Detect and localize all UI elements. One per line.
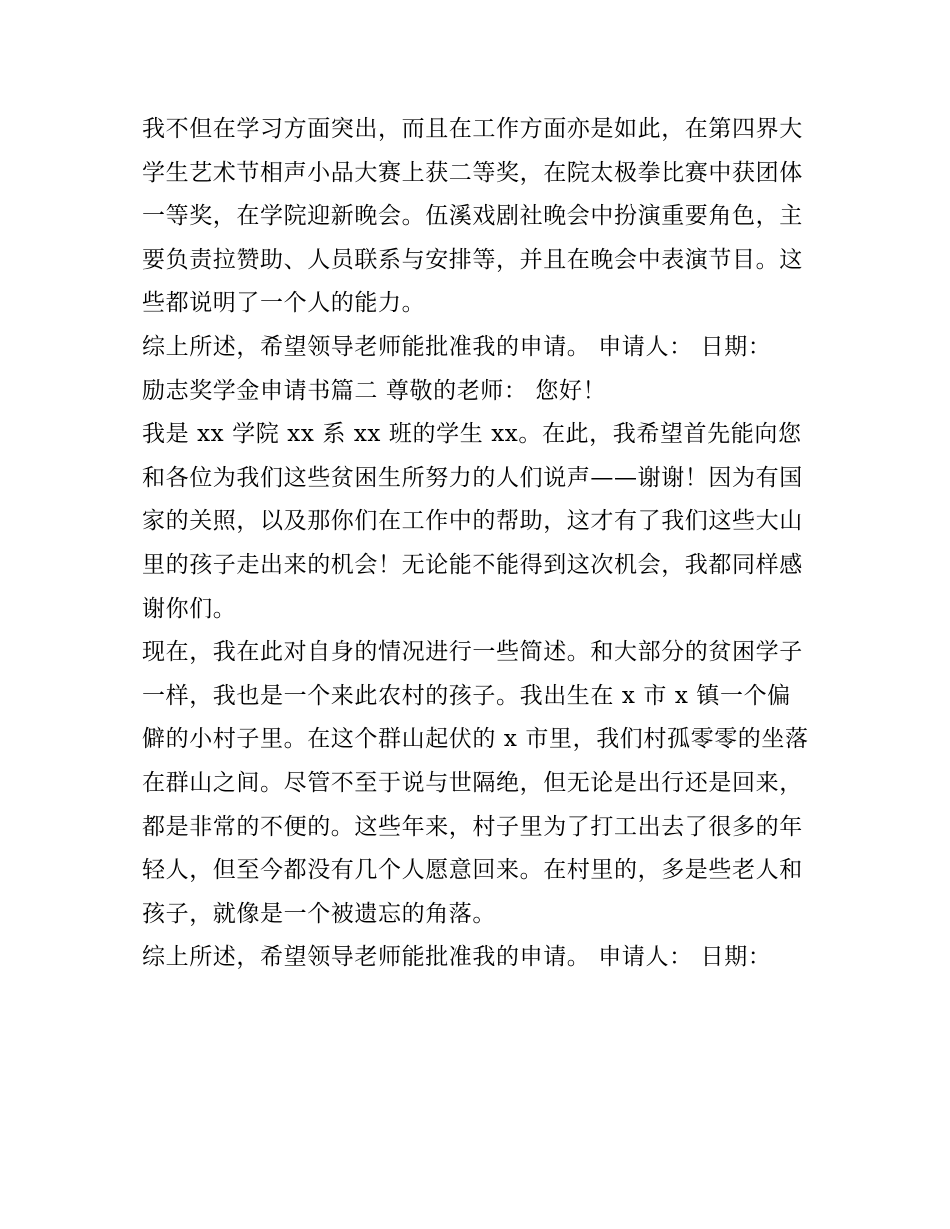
paragraph-section-heading: 励志奖学金申请书篇二 尊敬的老师： 您好！ (142, 377, 607, 404)
document-body (142, 108, 814, 980)
paragraph-closing-request: 综上所述，希望领导老师能批准我的申请。 申请人： 日期： (142, 333, 772, 360)
paragraph-closing-request-2: 综上所述，希望领导老师能批准我的申请。 申请人： 日期： (142, 944, 772, 971)
paragraph-achievements: 我不但在学习方面突出，而且在工作方面亦是如此，在第四界大学生艺术节相声小品大赛上获二等奖，在院太极拳比赛中获团体一等奖，在学院迎新晚会。伍溪戏剧社晚会中扮演重要角色，主要负责拉赞助、人员联系与安排等，并且在晚会中表演节目。这些都说明了一个人的能力。 (142, 116, 803, 317)
paragraph-background: 现在，我在此对自身的情况进行一些简述。和大部分的贫困学子一样，我也是一个来此农村的孩子。我出生在 x 市 x 镇一个偏僻的小村子里。在这个群山起伏的 x 市里，我们村孤零零的坐落在群山之间。尽管不至于说与世隔绝，但无论是出行还是回来，都是非常的不便的。这些年来，村子里为了打工出去了很多的年轻人，但至今都没有几个人愿意回来。在村里的，多是些老人和孩子，就像是一个被遗忘的角落。 (142, 639, 809, 927)
paragraph-introduction: 我是 xx 学院 xx 系 xx 班的学生 xx。在此，我希望首先能向您和各位为我们这些贫困生所努力的人们说声——谢谢！因为有国家的关照，以及那你们在工作中的帮助，这才有了我们这些大山里的孩子走出来的机会！无论能不能得到这次机会，我都同样感谢你们。 (142, 421, 803, 622)
